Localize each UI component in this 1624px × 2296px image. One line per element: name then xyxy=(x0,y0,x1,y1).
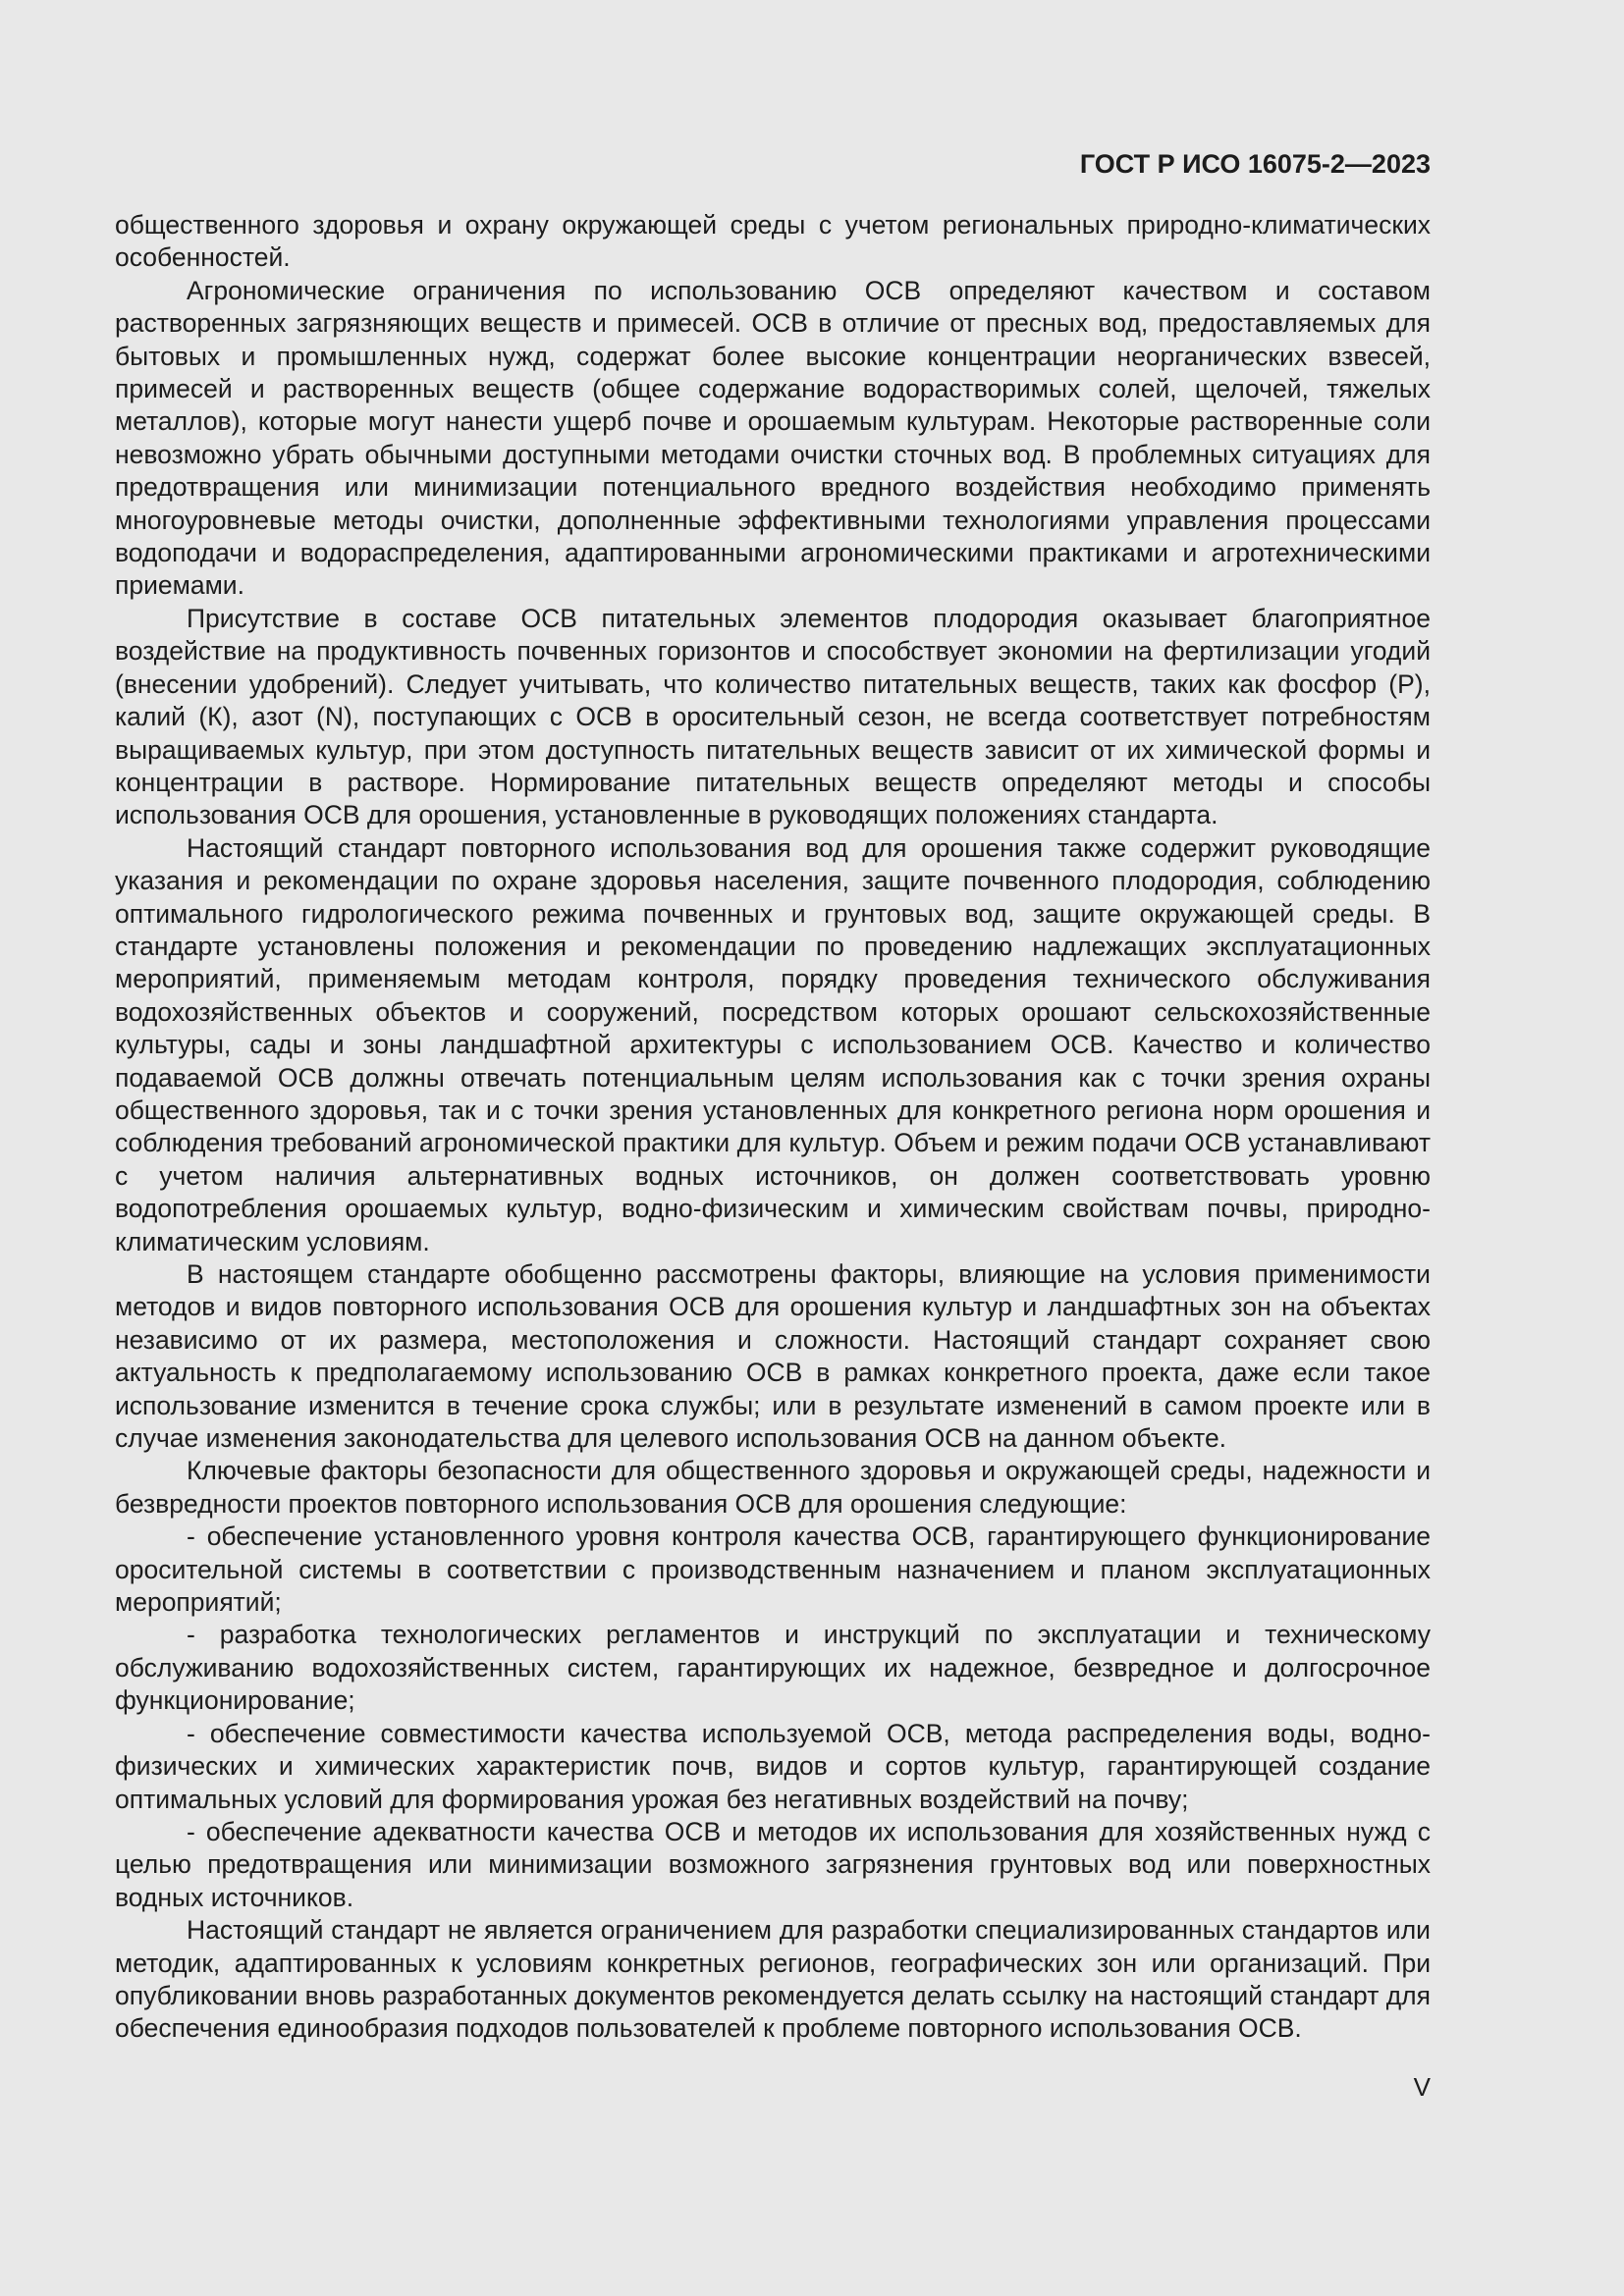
list-item: - обеспечение установленного уровня контроля качества ОСВ, гарантирующего функционирование оросительной системы в соответствии с производственным назначением и планом эксплуатационных мероприятий; xyxy=(115,1522,1431,1618)
paragraph: общественного здоровья и охрану окружающей среды с учетом региональных природно-климатических особенностей. xyxy=(115,210,1431,273)
paragraph: Агрономические ограничения по использованию ОСВ определяют качеством и составом растворенных загрязняющих веществ и примесей. ОСВ в отличие от пресных вод, предоставляемых для бытовых и промышленных нужд, содержат более высокие концентрации неорганических взвесей, примесей и растворенных веществ (общее содержание водорастворимых солей, щелочей, тяжелых металлов), которые могут нанести ущерб почве и орошаемым культурам. Некоторые растворенные соли невозможно убрать обычными доступными методами очистки сточных вод. В проблемных ситуациях для предотвращения или минимизации потенциального вредного воздействия необходимо применять многоуровневые методы очистки, дополненные эффективными технологиями управления процессами водоподачи и водораспределения, адаптированными агрономическими практиками и агротехническими приемами. xyxy=(115,275,1431,601)
list-item: - разработка технологических регламентов и инструкций по эксплуатации и техническому обслуживанию водохозяйственных систем, гарантирующих их надежное, безвредное и долгосрочное функционирование; xyxy=(115,1620,1431,1716)
paragraph: Присутствие в составе ОСВ питательных элементов плодородия оказывает благоприятное воздействие на продуктивность почвенных горизонтов и способствует экономии на фертилизации угодий (внесении удобрений). Следует учитывать, что количество питательных веществ, таких как фосфор (Р), калий (К), азот (N), поступающих с ОСВ в оросительный сезон, не всегда соответствует потребностям выращиваемых культур, при этом доступность питательных веществ зависит от их химической формы и концентрации в растворе. Нормирование питательных веществ определяют методы и способы использования ОСВ для орошения, установленные в руководящих положениях стандарта. xyxy=(115,603,1431,830)
paragraph: В настоящем стандарте обобщенно рассмотрены факторы, влияющие на условия применимости методов и видов повторного использования ОСВ для орошения культур и ландшафтных зон на объектах независимо от их размера, местоположения и сложности. Настоящий стандарт сохраняет свою актуальность к предполагаемому использованию ОСВ в рамках конкретного проекта, даже если такое использование изменится в течение срока службы; или в результате изменений в самом проекте или в случае изменения законодательства для целевого использования ОСВ на данном объекте. xyxy=(115,1259,1431,1454)
paragraph: Настоящий стандарт повторного использования вод для орошения также содержит руководящие указания и рекомендации по охране здоровья населения, защите почвенного плодородия, соблюдению оптимального гидрологического режима почвенных и грунтовых вод, защите окружающей среды. В стандарте установлены положения и рекомендации по проведению надлежащих эксплуатационных мероприятий, применяемым методам контроля, порядку проведения технического обслуживания водохозяйственных объектов и сооружений, посредством которых орошают сельскохозяйственные культуры, сады и зоны ландшафтной архитектуры с использованием ОСВ. Качество и количество подаваемой ОСВ должны отвечать потенциальным целям использования как с точки зрения охраны общественного здоровья, так и с точки зрения установленных для конкретного региона норм орошения и соблюдения требований агрономической практики для культур. Объем и режим подачи ОСВ устанавливают с учетом наличия альтернативных водных источников, он должен соответствовать уровню водопотребления орошаемых культур, водно-физическим и химическим свойствам почвы, природно-климатическим условиям. xyxy=(115,832,1431,1256)
list-item: - обеспечение совместимости качества используемой ОСВ, метода распределения воды, водно-физических и химических характеристик почв, видов и сортов культур, гарантирующей создание оптимальных условий для формирования урожая без негативных воздействий на почву; xyxy=(115,1718,1431,1814)
paragraph: Настоящий стандарт не является ограничением для разработки специализированных стандартов или методик, адаптированных к условиям конкретных регионов, географических зон или организаций. При опубликовании вновь разработанных документов рекомендуется делать ссылку на настоящий стандарт для обеспечения единообразия подходов пользователей к проблеме повторного использования ОСВ. xyxy=(115,1915,1431,2044)
document-code-header: ГОСТ Р ИСО 16075-2—2023 xyxy=(1079,149,1431,179)
body-text xyxy=(115,209,1431,2046)
paragraph: Ключевые факторы безопасности для общественного здоровья и окружающей среды, надежности и безвредности проектов повторного использования ОСВ для орошения следующие: xyxy=(115,1456,1431,1519)
page-number: V xyxy=(1413,2072,1431,2102)
list-item: - обеспечение адекватности качества ОСВ и методов их использования для хозяйственных нужд с целью предотвращения или минимизации возможного загрязнения грунтовых вод или поверхностных водных источников. xyxy=(115,1816,1431,1912)
